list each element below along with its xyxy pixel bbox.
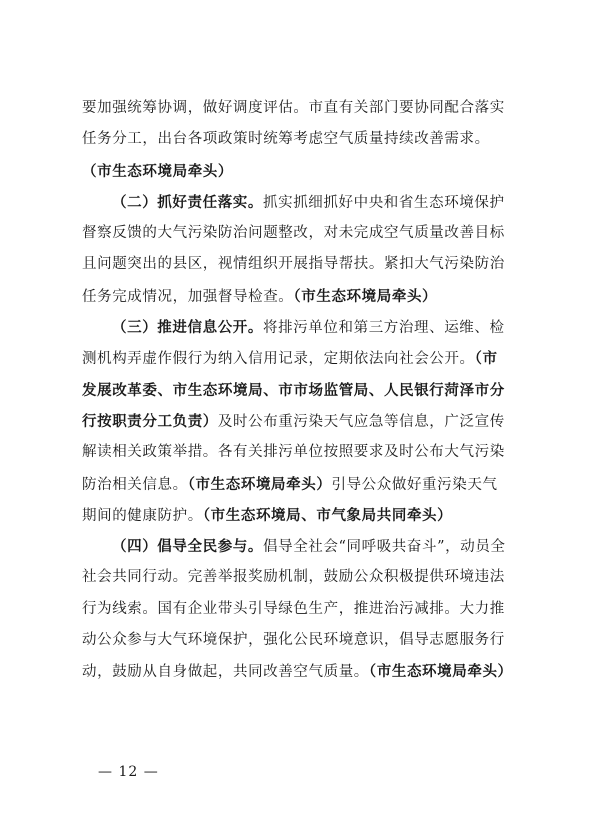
text-line — [82, 500, 538, 531]
text-segment: 引导公众做好重污染天气 — [331, 476, 498, 493]
text-line — [82, 312, 538, 343]
text-segment: 且问题突出的县区，视情组织开展指导帮扶。紧扣大气污染防治 — [82, 256, 505, 273]
text-line — [82, 93, 538, 124]
bold-text-segment: （市生态环境局牵头） — [293, 287, 438, 305]
text-line — [82, 156, 538, 187]
bold-text-segment: 行按职责分工负责） — [82, 412, 218, 430]
text-line — [82, 531, 538, 562]
bold-text-segment: （市生态环境局牵头） — [82, 162, 233, 180]
text-segment: 要加强统筹协调，做好调度评估。市直有关部门要协同配合落实 — [82, 100, 505, 116]
text-segment: 及时公布重污染天气应急等信息，广泛宣传 — [217, 413, 505, 430]
text-line — [82, 437, 538, 468]
text-segment: 解读相关政策举措。各有关排污单位按照要求及时公布大气污染 — [82, 444, 505, 461]
bold-text-segment: （四）倡导全民参与。 — [112, 538, 263, 556]
text-line — [82, 343, 538, 374]
text-segment: 抓实抓细抓好中央和省生态环境保护 — [263, 194, 505, 211]
document-body — [82, 93, 538, 688]
text-line — [82, 375, 538, 406]
text-line — [82, 406, 538, 437]
text-segment: 测机构弄虚作假行为纳入信用记录，定期依法向社会公开。 — [82, 351, 475, 368]
text-segment: 任务分工，出台各项政策时统筹考虑空气质量持续改善需求。 — [82, 131, 490, 148]
text-line — [82, 469, 538, 500]
text-segment: 督察反馈的大气污染防治问题整改，对未完成空气质量改善目标 — [82, 225, 505, 242]
bold-text-segment: 发展改革委、市生态环境局、市市场监管局、人民银行菏泽市分 — [82, 381, 505, 399]
text-segment: 动公众参与大气环境保护，强化公民环境意识，倡导志愿服务行 — [82, 632, 505, 649]
text-line — [82, 187, 538, 218]
bold-text-segment: （三）推进信息公开。 — [112, 319, 263, 337]
bold-text-segment: （市生态环境局牵头） — [187, 475, 332, 493]
text-segment: 防治相关信息。 — [82, 476, 188, 493]
text-segment: 动，鼓励从自身做起，共同改善空气质量。 — [82, 664, 369, 681]
text-segment: 行为线索。国有企业带头引导绿色生产，推进治污减排。大力推 — [82, 600, 505, 617]
text-segment: 将排污单位和第三方治理、运维、检 — [263, 320, 505, 337]
page-number: — 12 — — [98, 764, 159, 780]
text-segment: 社会共同行动。完善举报奖励机制，鼓励公众积极提供环境违法 — [82, 569, 505, 586]
bold-text-segment: （市 — [474, 350, 498, 368]
bold-text-segment: （市生态环境局牵头） — [368, 663, 513, 681]
text-segment: 倡导全社会“同呼吸共奋斗”，动员全 — [263, 539, 506, 556]
text-line — [82, 562, 538, 593]
text-line — [82, 594, 538, 625]
text-segment: 期间的健康防护。 — [82, 507, 203, 524]
bold-text-segment: （二）抓好责任落实。 — [112, 193, 263, 211]
text-line — [82, 249, 538, 280]
text-segment: 任务完成情况，加强督导检查。 — [82, 288, 294, 305]
bold-text-segment: （市生态环境局、市气象局共同牵头） — [202, 506, 453, 524]
text-line — [82, 281, 538, 312]
text-line — [82, 124, 538, 155]
text-line — [82, 656, 538, 687]
text-line — [82, 218, 538, 249]
text-line — [82, 625, 538, 656]
